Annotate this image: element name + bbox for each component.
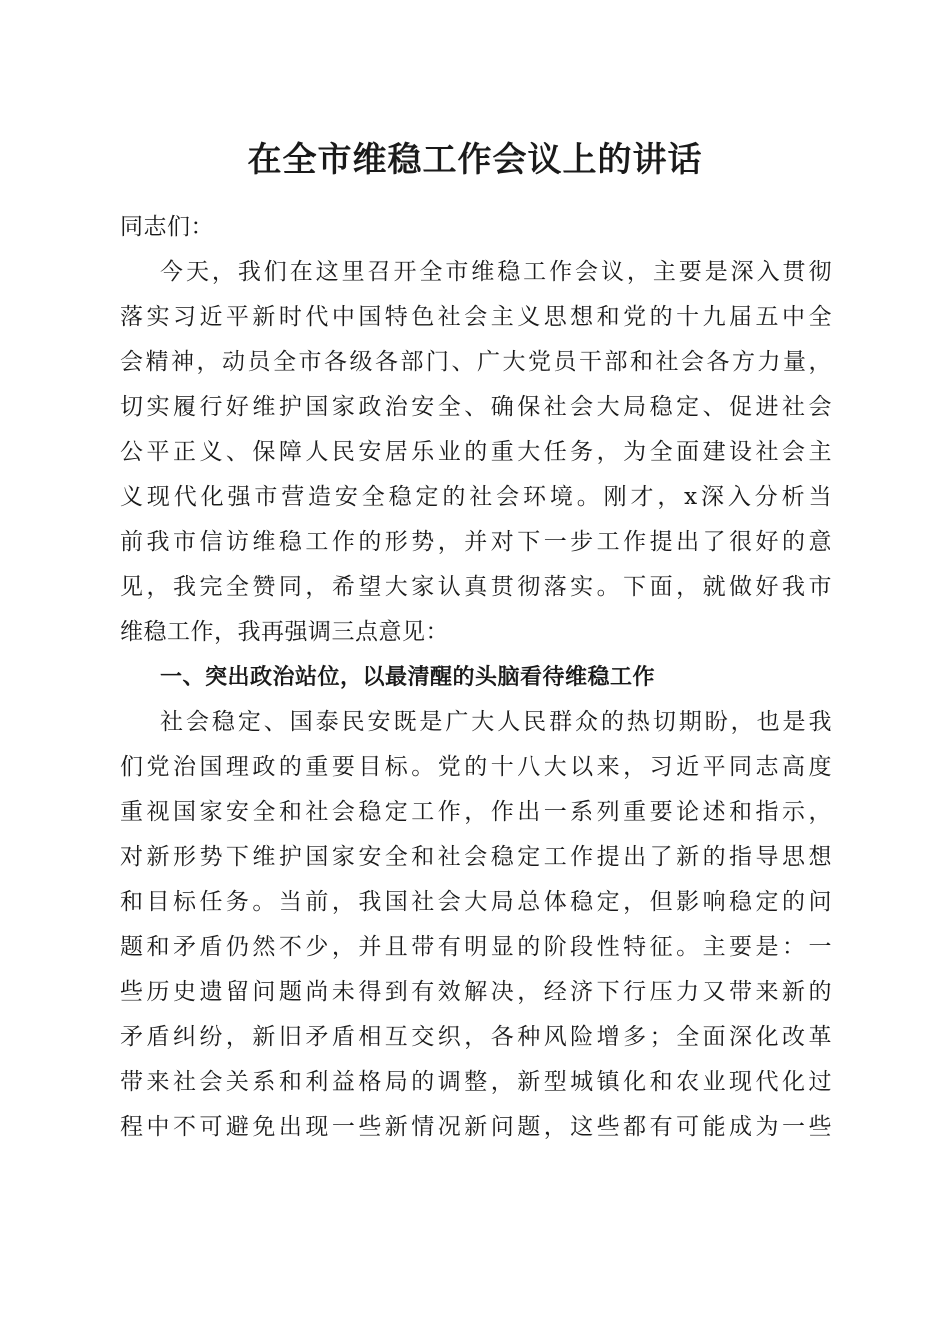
- paragraph-line: 见，我完全赞同，希望大家认真贯彻落实。下面，就做好我市: [120, 574, 832, 600]
- paragraph-line: 们党治国理政的重要目标。党的十八大以来，习近平同志高度: [120, 754, 832, 780]
- paragraph-line: 公平正义、保障人民安居乐业的重大任务，为全面建设社会主: [120, 439, 832, 465]
- paragraph-line: 程中不可避免出现一些新情况新问题，这些都有可能成为一些: [120, 1114, 832, 1140]
- paragraph-line: 维稳工作，我再强调三点意见：: [120, 619, 449, 645]
- paragraph-line: 社会稳定、国泰民安既是广大人民群众的热切期盼，也是我: [160, 709, 832, 735]
- section-heading: 一、突出政治站位，以最清醒的头脑看待维稳工作: [160, 665, 656, 690]
- paragraph-line: 落实习近平新时代中国特色社会主义思想和党的十九届五中全: [120, 304, 832, 330]
- paragraph-line: 矛盾纠纷，新旧矛盾相互交织，各种风险增多；全面深化改革: [120, 1024, 832, 1050]
- paragraph-line: 带来社会关系和利益格局的调整，新型城镇化和农业现代化过: [120, 1069, 832, 1095]
- paragraph-line: 会精神，动员全市各级各部门、广大党员干部和社会各方力量，: [120, 349, 832, 375]
- paragraph-line: 题和矛盾仍然不少，并且带有明显的阶段性特征。主要是：一: [120, 934, 832, 960]
- paragraph-line: 切实履行好维护国家政治安全、确保社会大局稳定、促进社会: [120, 394, 832, 420]
- document-title: 在全市维稳工作会议上的讲话: [247, 140, 703, 180]
- paragraph-line: 和目标任务。当前，我国社会大局总体稳定，但影响稳定的问: [120, 889, 832, 915]
- paragraph-line: 前我市信访维稳工作的形势，并对下一步工作提出了很好的意: [120, 529, 832, 555]
- paragraph-line: 义现代化强市营造安全稳定的社会环境。刚才，x深入分析当: [120, 484, 832, 510]
- document-body: [120, 205, 832, 1150]
- paragraph-line: 重视国家安全和社会稳定工作，作出一系列重要论述和指示，: [120, 799, 832, 825]
- paragraph-line: 些历史遗留问题尚未得到有效解决，经济下行压力又带来新的: [120, 979, 832, 1005]
- paragraph-line: 今天，我们在这里召开全市维稳工作会议，主要是深入贯彻: [160, 259, 832, 285]
- paragraph-line: 对新形势下维护国家安全和社会稳定工作提出了新的指导思想: [120, 844, 832, 870]
- salutation: 同志们：: [120, 214, 214, 240]
